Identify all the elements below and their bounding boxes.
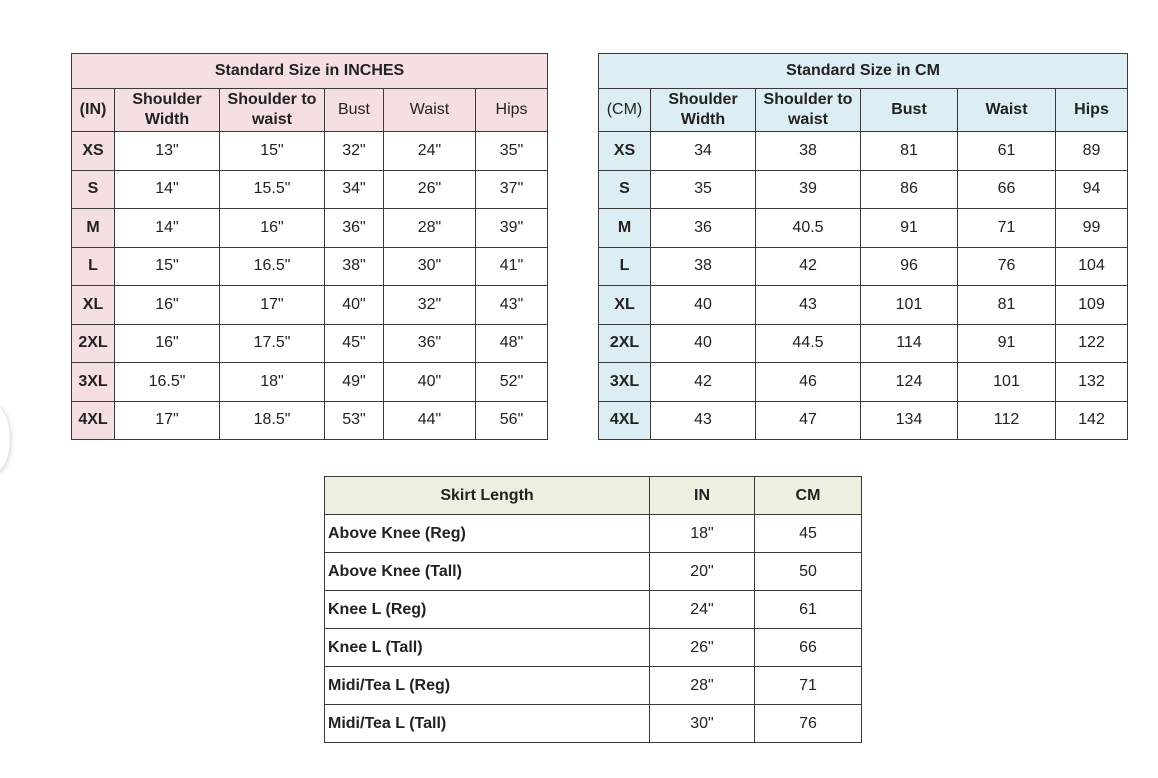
cm-cell: 35 — [651, 170, 756, 209]
inches-cell: 49" — [325, 363, 384, 402]
inches-cell: 17" — [115, 401, 220, 440]
cm-cell: 94 — [1056, 170, 1128, 209]
cm-table-body — [599, 132, 1128, 440]
inches-row-label: M — [72, 209, 115, 248]
cm-cell: 91 — [861, 209, 958, 248]
inches-cell: 17.5" — [220, 324, 325, 363]
skirt-cell: 30" — [650, 705, 755, 743]
cm-cell: 132 — [1056, 363, 1128, 402]
inches-cell: 16" — [115, 286, 220, 325]
inches-row-label: 4XL — [72, 401, 115, 440]
inches-row-label: XL — [72, 286, 115, 325]
cm-cell: 114 — [861, 324, 958, 363]
cm-cell: 112 — [958, 401, 1056, 440]
inches-cell: 36" — [325, 209, 384, 248]
inches-cell: 56" — [476, 401, 548, 440]
cm-cell: 81 — [958, 286, 1056, 325]
inches-cell: 40" — [325, 286, 384, 325]
cm-cell: 76 — [958, 247, 1056, 286]
cm-cell: 38 — [756, 132, 861, 171]
skirt-cell: 18" — [650, 515, 755, 553]
inches-cell: 32" — [384, 286, 476, 325]
skirt-cell: 61 — [755, 591, 862, 629]
table-row — [599, 324, 1128, 363]
table-row — [599, 132, 1128, 171]
inches-row-label: S — [72, 170, 115, 209]
table-row — [72, 401, 548, 440]
inches-cell: 16.5" — [115, 363, 220, 402]
cm-cell: 40.5 — [756, 209, 861, 248]
cm-header-unit: (CM) — [599, 89, 651, 132]
table-row — [325, 553, 862, 591]
inches-cell: 45" — [325, 324, 384, 363]
cm-row-label: 4XL — [599, 401, 651, 440]
cm-cell: 109 — [1056, 286, 1128, 325]
cm-row-label: M — [599, 209, 651, 248]
cm-cell: 61 — [958, 132, 1056, 171]
cm-cell: 142 — [1056, 401, 1128, 440]
skirt-cell: 45 — [755, 515, 862, 553]
cm-cell: 43 — [651, 401, 756, 440]
cm-cell: 44.5 — [756, 324, 861, 363]
skirt-cell: 20" — [650, 553, 755, 591]
inches-cell: 38" — [325, 247, 384, 286]
skirt-row-label: Midi/Tea L (Reg) — [325, 667, 650, 705]
skirt-cell: 28" — [650, 667, 755, 705]
inches-row-label: 3XL — [72, 363, 115, 402]
inches-row-label: L — [72, 247, 115, 286]
inches-row-label: XS — [72, 132, 115, 171]
skirt-row-label: Knee L (Reg) — [325, 591, 650, 629]
cm-cell: 101 — [958, 363, 1056, 402]
inches-table-body — [72, 132, 548, 440]
skirt-row-label: Above Knee (Reg) — [325, 515, 650, 553]
inches-header-waist: Waist — [384, 89, 476, 132]
inches-size-table — [71, 53, 548, 440]
inches-cell: 52" — [476, 363, 548, 402]
table-row — [599, 286, 1128, 325]
cm-cell: 38 — [651, 247, 756, 286]
cm-table-title: Standard Size in CM — [599, 54, 1128, 89]
cm-row-label: 2XL — [599, 324, 651, 363]
inches-cell: 16.5" — [220, 247, 325, 286]
inches-row-label: 2XL — [72, 324, 115, 363]
inches-cell: 13" — [115, 132, 220, 171]
cm-cell: 104 — [1056, 247, 1128, 286]
table-row — [72, 247, 548, 286]
cm-cell: 134 — [861, 401, 958, 440]
cm-cell: 81 — [861, 132, 958, 171]
skirt-row-label: Above Knee (Tall) — [325, 553, 650, 591]
inches-header-shoulder-width: Shoulder Width — [115, 89, 220, 132]
cm-header-hips: Hips — [1056, 89, 1128, 132]
inches-cell: 28" — [384, 209, 476, 248]
inches-cell: 32" — [325, 132, 384, 171]
skirt-cell: 26" — [650, 629, 755, 667]
cm-cell: 89 — [1056, 132, 1128, 171]
inches-cell: 41" — [476, 247, 548, 286]
cm-cell: 39 — [756, 170, 861, 209]
inches-cell: 18.5" — [220, 401, 325, 440]
table-row — [325, 515, 862, 553]
skirt-cell: 66 — [755, 629, 862, 667]
table-row — [325, 705, 862, 743]
skirt-header-length: Skirt Length — [325, 477, 650, 515]
inches-cell: 26" — [384, 170, 476, 209]
table-row — [72, 209, 548, 248]
cm-cell: 40 — [651, 286, 756, 325]
table-row — [599, 401, 1128, 440]
skirt-cell: 71 — [755, 667, 862, 705]
inches-cell: 24" — [384, 132, 476, 171]
inches-header-unit: (IN) — [72, 89, 115, 132]
skirt-cell: 50 — [755, 553, 862, 591]
cm-cell: 122 — [1056, 324, 1128, 363]
inches-cell: 15" — [220, 132, 325, 171]
inches-cell: 30" — [384, 247, 476, 286]
cm-row-label: 3XL — [599, 363, 651, 402]
skirt-row-label: Knee L (Tall) — [325, 629, 650, 667]
cm-header-bust: Bust — [861, 89, 958, 132]
cm-cell: 42 — [756, 247, 861, 286]
table-row — [599, 247, 1128, 286]
side-drawer-handle[interactable] — [0, 404, 10, 474]
inches-cell: 16" — [115, 324, 220, 363]
cm-row-label: S — [599, 170, 651, 209]
inches-cell: 34" — [325, 170, 384, 209]
cm-cell: 66 — [958, 170, 1056, 209]
cm-row-label: L — [599, 247, 651, 286]
inches-header-hips: Hips — [476, 89, 548, 132]
table-row — [599, 170, 1128, 209]
cm-header-waist: Waist — [958, 89, 1056, 132]
table-row — [72, 324, 548, 363]
inches-cell: 14" — [115, 209, 220, 248]
inches-header-bust: Bust — [325, 89, 384, 132]
inches-cell: 39" — [476, 209, 548, 248]
inches-cell: 48" — [476, 324, 548, 363]
inches-cell: 36" — [384, 324, 476, 363]
skirt-cell: 24" — [650, 591, 755, 629]
cm-cell: 34 — [651, 132, 756, 171]
inches-cell: 37" — [476, 170, 548, 209]
cm-cell: 91 — [958, 324, 1056, 363]
table-row — [599, 209, 1128, 248]
inches-cell: 16" — [220, 209, 325, 248]
skirt-cell: 76 — [755, 705, 862, 743]
inches-cell: 17" — [220, 286, 325, 325]
skirt-header-cm: CM — [755, 477, 862, 515]
inches-cell: 53" — [325, 401, 384, 440]
cm-cell: 101 — [861, 286, 958, 325]
inches-cell: 18" — [220, 363, 325, 402]
skirt-table-body — [325, 515, 862, 743]
cm-header-shoulder-width: Shoulder Width — [651, 89, 756, 132]
table-row — [72, 132, 548, 171]
inches-cell: 35" — [476, 132, 548, 171]
inches-header-shoulder-to-waist: Shoulder to waist — [220, 89, 325, 132]
inches-cell: 15" — [115, 247, 220, 286]
cm-cell: 99 — [1056, 209, 1128, 248]
skirt-length-table — [324, 476, 862, 743]
inches-cell: 15.5" — [220, 170, 325, 209]
inches-cell: 43" — [476, 286, 548, 325]
cm-cell: 96 — [861, 247, 958, 286]
cm-cell: 86 — [861, 170, 958, 209]
cm-cell: 71 — [958, 209, 1056, 248]
table-row — [325, 667, 862, 705]
skirt-header-in: IN — [650, 477, 755, 515]
inches-cell: 40" — [384, 363, 476, 402]
table-row — [325, 629, 862, 667]
cm-header-shoulder-to-waist: Shoulder to waist — [756, 89, 861, 132]
table-row — [325, 591, 862, 629]
cm-row-label: XS — [599, 132, 651, 171]
inches-cell: 14" — [115, 170, 220, 209]
cm-cell: 36 — [651, 209, 756, 248]
skirt-row-label: Midi/Tea L (Tall) — [325, 705, 650, 743]
cm-row-label: XL — [599, 286, 651, 325]
table-row — [72, 170, 548, 209]
cm-cell: 43 — [756, 286, 861, 325]
cm-cell: 46 — [756, 363, 861, 402]
table-row — [72, 363, 548, 402]
cm-cell: 124 — [861, 363, 958, 402]
cm-cell: 47 — [756, 401, 861, 440]
table-row — [599, 363, 1128, 402]
cm-cell: 42 — [651, 363, 756, 402]
table-row — [72, 286, 548, 325]
inches-table-title: Standard Size in INCHES — [72, 54, 548, 89]
cm-size-table — [598, 53, 1128, 440]
inches-cell: 44" — [384, 401, 476, 440]
cm-cell: 40 — [651, 324, 756, 363]
